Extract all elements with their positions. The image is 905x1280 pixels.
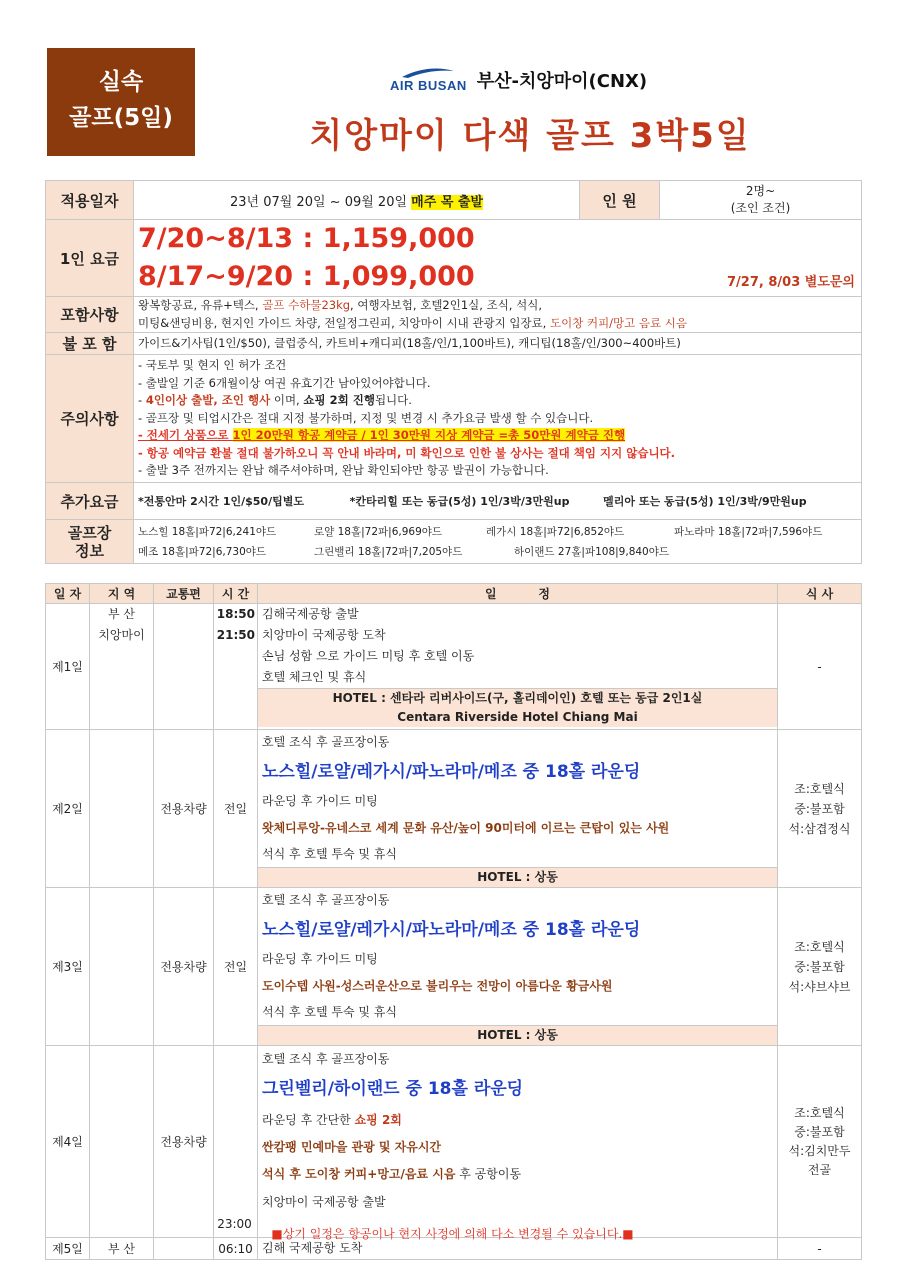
day4-transport: 전용차량 bbox=[154, 1046, 214, 1238]
included-text-1c: , 여행자보험, 호텔2인1실, 조식, 석식, bbox=[350, 298, 542, 312]
day3-label: 제3일 bbox=[46, 888, 90, 1046]
note-3a: - bbox=[138, 393, 146, 408]
day4-item-coffee: 석식 후 도이창 커피+망고/음료 시음 bbox=[262, 1167, 456, 1181]
day2-lunch: 중:불포함 bbox=[794, 801, 845, 816]
day1-transport bbox=[154, 604, 214, 730]
day1-item-2: 치앙마이 국제공항 도착 bbox=[262, 628, 386, 642]
schedule-table bbox=[45, 583, 862, 1260]
day2-dinner: 석:삼겹정식 bbox=[788, 821, 851, 836]
day2-region bbox=[90, 730, 154, 888]
day1-hotel bbox=[258, 688, 777, 727]
price-label: 1인 요금 bbox=[46, 220, 134, 297]
day4-item-village: 싼캄팽 민예마을 관광 및 자유시간 bbox=[262, 1140, 442, 1154]
day4-dinner-2: 전골 bbox=[807, 1162, 832, 1177]
golf-northhill: 노스힐 18홀|파72|6,241야드 bbox=[138, 525, 277, 538]
day1-region bbox=[90, 604, 154, 730]
schedule-row-day4 bbox=[46, 1046, 862, 1238]
day3-item-5: 석식 후 호텔 투숙 및 휴식 bbox=[262, 1005, 397, 1019]
day4-time: 23:00 bbox=[217, 1217, 252, 1231]
extra-label: 추가요금 bbox=[46, 483, 134, 520]
header-itinerary: 일 정 bbox=[258, 584, 778, 604]
page-title: 치앙마이 다색 골프 3박5일 bbox=[309, 116, 751, 156]
day2-transport: 전용차량 bbox=[154, 730, 214, 888]
header-day: 일 자 bbox=[46, 584, 90, 604]
note-3-shopping: 쇼핑 2회 진행 bbox=[303, 393, 375, 408]
day2-time: 전일 bbox=[214, 730, 258, 888]
day3-meal bbox=[778, 888, 862, 1046]
day5-label: 제5일 bbox=[46, 1238, 90, 1260]
period-cell bbox=[134, 181, 580, 220]
price-period1: 7/20~8/13 : 1,159,000 bbox=[138, 223, 475, 254]
included-text-1a: 왕복항공료, 유류+텍스, bbox=[138, 298, 263, 312]
day5-time: 06:10 bbox=[214, 1238, 258, 1260]
logo-air: AIR bbox=[390, 78, 414, 93]
period-label: 적용일자 bbox=[46, 181, 134, 220]
day3-item-1: 호텔 조식 후 골프장이동 bbox=[262, 893, 390, 907]
day4-time-cell bbox=[214, 1046, 258, 1238]
day1-meal: - bbox=[778, 604, 862, 730]
day2-meal bbox=[778, 730, 862, 888]
departure-day: 매주 목 출발 bbox=[411, 194, 484, 210]
day1-item-1: 김해국제공항 출발 bbox=[262, 607, 359, 621]
price-cell bbox=[134, 220, 862, 297]
included-label: 포함사항 bbox=[46, 297, 134, 333]
day4-meal bbox=[778, 1046, 862, 1238]
day3-lunch: 중:불포함 bbox=[794, 959, 845, 974]
day1-time-1: 18:50 bbox=[216, 607, 255, 621]
day2-item-golf: 노스힐/로얄/레가시/파노라마/메조 중 18홀 라운딩 bbox=[262, 762, 641, 782]
price-note: 7/27, 8/03 별도문의 bbox=[727, 275, 855, 290]
extra-cell bbox=[134, 483, 862, 520]
header-meal: 식 사 bbox=[778, 584, 862, 604]
day1-item-4: 호텔 체크인 및 휴식 bbox=[262, 670, 367, 684]
golf-legacy: 레가시 18홀|파72|6,852야드 bbox=[486, 525, 625, 538]
note-1: - 국토부 및 현지 인 허가 조건 bbox=[138, 358, 287, 373]
brand-header bbox=[390, 66, 647, 93]
day2-breakfast: 조:호텔식 bbox=[794, 781, 845, 796]
product-badge bbox=[47, 48, 195, 156]
day3-transport: 전용차량 bbox=[154, 888, 214, 1046]
schedule-row-day1 bbox=[46, 604, 862, 730]
notes-cell bbox=[134, 355, 862, 483]
golf-info-label bbox=[46, 520, 134, 564]
day4-item-5b: 후 공항이동 bbox=[455, 1167, 522, 1181]
day2-label: 제2일 bbox=[46, 730, 90, 888]
extra-kantary: *칸타리힐 또는 동급(5성) 1인/3박/3만원up bbox=[349, 495, 570, 508]
day3-dinner: 석:샤브샤브 bbox=[788, 979, 851, 994]
day3-hotel: HOTEL : 상동 bbox=[258, 1025, 777, 1045]
day4-label: 제4일 bbox=[46, 1046, 90, 1238]
golf-greenvalley: 그린밸리 18홀|72파|7,205야드 bbox=[314, 545, 463, 558]
golf-info-label-2: 정보 bbox=[75, 541, 104, 560]
day4-itinerary bbox=[258, 1046, 778, 1238]
day4-dinner: 석:김치만두 bbox=[788, 1143, 851, 1158]
golf-royal: 로얄 18홀|72파|6,969야드 bbox=[314, 525, 443, 538]
badge-line1: 실속 bbox=[98, 69, 144, 95]
day2-hotel: HOTEL : 상동 bbox=[258, 867, 777, 887]
day1-label: 제1일 bbox=[46, 604, 90, 730]
day3-breakfast: 조:호텔식 bbox=[794, 939, 845, 954]
route-text: 부산-치앙마이(CNX) bbox=[476, 70, 648, 92]
day3-time: 전일 bbox=[214, 888, 258, 1046]
excluded-label: 불 포 함 bbox=[46, 333, 134, 355]
extra-massage: *전통안마 2시간 1인/$50/팁별도 bbox=[138, 495, 304, 508]
note-6: - 항공 예약금 환불 절대 불가하오니 꼭 안내 바라며, 미 확인으로 인한 불 상사는 절대 책임 지지 않습니다. bbox=[138, 445, 676, 460]
day2-itinerary bbox=[258, 730, 778, 888]
day1-time bbox=[214, 604, 258, 730]
included-coffee: 도이창 커피/망고 음료 시음 bbox=[549, 315, 688, 330]
included-baggage: 골프 수하물23kg bbox=[262, 298, 351, 312]
day4-breakfast: 조:호텔식 bbox=[794, 1105, 845, 1120]
day5-item-1: 김해 국제공항 도착 bbox=[258, 1238, 778, 1260]
excluded-value: 가이드&기사팁(1인/$50), 클럽중식, 카트비+캐디피(18홀/인/1,100바트), 캐디팁(18홀/인/300~400바트) bbox=[134, 333, 862, 355]
note-5a: - 전세기 상품으로 bbox=[138, 428, 233, 443]
day4-item-shopping: 쇼핑 2회 bbox=[354, 1113, 402, 1127]
day2-item-1: 호텔 조식 후 골프장이동 bbox=[262, 735, 390, 749]
golf-info-cell bbox=[134, 520, 862, 564]
day2-item-5: 석식 후 호텔 투숙 및 휴식 bbox=[262, 847, 397, 861]
day1-hotel-en: Centara Riverside Hotel Chiang Mai bbox=[397, 710, 638, 724]
day5-region: 부 산 bbox=[90, 1238, 154, 1260]
schedule-row-day2 bbox=[46, 730, 862, 888]
golf-panorama: 파노라마 18홀|72파|7,596야드 bbox=[674, 525, 823, 538]
day1-region-busan: 부 산 bbox=[108, 607, 135, 621]
day1-item-3: 손님 성함 으로 가이드 미팅 후 호텔 이동 bbox=[262, 649, 475, 663]
period-value: 23년 07월 20일 ~ 09월 20일 bbox=[229, 194, 408, 210]
day4-item-6: 치앙마이 국제공항 출발 bbox=[262, 1195, 386, 1209]
day4-item-3a: 라운딩 후 간단한 bbox=[262, 1113, 355, 1127]
note-7: - 출발 3주 전까지는 완납 해주셔야하며, 완납 확인되야만 항공 발권이 가능합니다. bbox=[138, 463, 549, 478]
included-text-2a: 미팅&샌딩비용, 현지인 가이드 차량, 전일정그린피, 치앙마이 시내 관광지 입장료, bbox=[138, 315, 550, 330]
golf-highland: 하이랜드 27홀|파108|9,840야드 bbox=[514, 545, 670, 558]
note-3c: 이며, bbox=[270, 393, 304, 408]
price-period2: 8/17~9/20 : 1,099,000 bbox=[138, 261, 475, 292]
schedule-row-day3 bbox=[46, 888, 862, 1046]
golf-mezo: 메조 18홀|파72|6,730야드 bbox=[138, 545, 267, 558]
header-transport: 교통편 bbox=[154, 584, 214, 604]
notes-label: 주의사항 bbox=[46, 355, 134, 483]
day1-hotel-kr: HOTEL : 센타라 리버사이드(구, 홀리데이인) 호텔 또는 동급 2인1실 bbox=[332, 691, 703, 705]
day4-item-golf: 그린벨리/하이랜드 중 18홀 라운딩 bbox=[262, 1079, 524, 1099]
extra-melia: 멜리아 또는 동급(5성) 1인/3박/9만원up bbox=[603, 495, 807, 508]
note-3e: 됩니다. bbox=[374, 393, 412, 408]
info-table bbox=[45, 180, 862, 564]
day2-item-tour: 왓체디루앙-유네스코 세계 문화 유산/높이 90미터에 이르는 큰탑이 있는 사원 bbox=[262, 821, 670, 835]
people-cond: (조인 조건) bbox=[730, 201, 791, 215]
people-cell bbox=[660, 181, 862, 220]
day1-itinerary bbox=[258, 604, 778, 730]
day3-item-3: 라운딩 후 가이드 미팅 bbox=[262, 952, 378, 966]
day1-region-chiangmai: 치앙마이 bbox=[98, 628, 145, 642]
note-3-min-people: 4인이상 출발, 조인 행사 bbox=[145, 393, 271, 408]
day5-meal: - bbox=[778, 1238, 862, 1260]
people-min: 2명~ bbox=[745, 184, 776, 198]
header-time: 시 간 bbox=[214, 584, 258, 604]
day2-item-3: 라운딩 후 가이드 미팅 bbox=[262, 794, 378, 808]
golf-info-label-1: 골프장 bbox=[67, 523, 112, 542]
included-cell bbox=[134, 297, 862, 333]
day1-time-2: 21:50 bbox=[216, 628, 255, 642]
note-2: - 출발일 기준 6개월이상 여권 유효기간 남아있어야합니다. bbox=[138, 375, 431, 390]
day4-item-1: 호텔 조식 후 골프장이동 bbox=[262, 1052, 390, 1066]
day3-itinerary bbox=[258, 888, 778, 1046]
logo-busan: BUSAN bbox=[418, 78, 467, 93]
air-busan-logo bbox=[390, 66, 467, 93]
people-label: 인 원 bbox=[580, 181, 660, 220]
day4-region bbox=[90, 1046, 154, 1238]
day3-item-golf: 노스힐/로얄/레가시/파노라마/메조 중 18홀 라운딩 bbox=[262, 920, 641, 940]
day4-lunch: 중:불포함 bbox=[794, 1124, 845, 1139]
note-5-deposit: 1인 20만원 항공 계약금 / 1인 30만원 지상 계약금 =총 50만원 계약금 진행 bbox=[232, 428, 626, 443]
day3-item-tour: 도이수텝 사원-성스러운산으로 불리우는 전망이 아름다운 황금사원 bbox=[262, 979, 613, 993]
header-region: 지 역 bbox=[90, 584, 154, 604]
badge-line2: 골프(5일) bbox=[69, 105, 173, 131]
note-4: - 골프장 및 티업시간은 절대 지정 불가하며, 지정 및 변경 시 추가요금 발생 할 수 있습니다. bbox=[138, 410, 594, 425]
footer-notice: ■상기 일정은 항공이나 현지 사정에 의해 다소 변경될 수 있습니다.■ bbox=[271, 1227, 634, 1241]
day3-region bbox=[90, 888, 154, 1046]
